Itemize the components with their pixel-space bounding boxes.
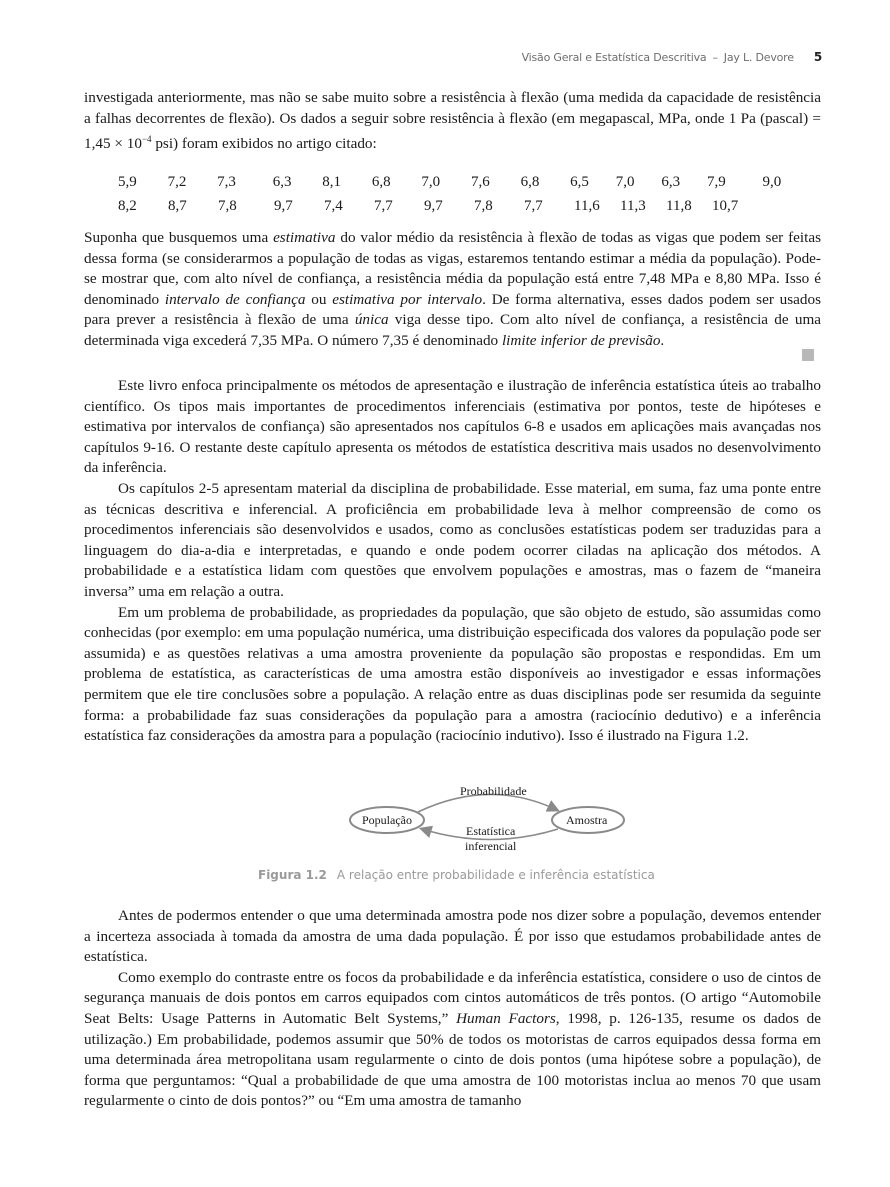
running-header <box>522 50 822 64</box>
data-value: 7,0 <box>421 173 441 190</box>
data-value: 11,8 <box>666 197 692 214</box>
data-row-2 <box>118 194 818 218</box>
data-value: 5,9 <box>118 173 137 190</box>
paragraph-example: Como exemplo do contraste entre os focos da probabilidade e da inferência estatística, considere o uso de cintos de segurança manuais de dois pontos em carros equipados com cintos automáticos de três pontos. (O artigo “Automobile Seat Belts: Usage Patterns in Automatic Belt Systems,” Human Factors, 1998, p. 126-135, resume os dados de utilização.) Em probabilidade, podemos assumir que 50% de todos os motoristas de carros equipados dessa forma em uma determinada área metropolitana usam regularmente o cinto de dois pontos (uma hipótese sobre a população), de forma que perguntamos: “Qual a probabilidade de que uma amostra de 100 motoristas inclua ao menos 70 que usam regularmente o cinto de dois pontos?” ou “Em uma amostra de tamanho <box>84 968 821 1110</box>
caption-text: A relação entre probabilidade e inferência estatística <box>336 868 655 882</box>
header-separator: – <box>712 51 718 64</box>
data-value: 7,2 <box>167 173 187 190</box>
data-value: 6,8 <box>520 173 540 190</box>
data-value: 7,3 <box>217 173 236 190</box>
figure-number: Figura 1.2 <box>258 868 327 882</box>
author-name: Jay L. Devore <box>723 51 794 64</box>
data-value: 8,2 <box>118 197 137 214</box>
data-value: 9,0 <box>762 173 782 190</box>
data-value: 7,7 <box>524 197 543 214</box>
data-value: 9,7 <box>274 197 293 214</box>
sample-label: Amostra <box>566 813 608 827</box>
data-value: 6,8 <box>371 173 391 190</box>
main-text <box>84 376 821 747</box>
data-value: 7,9 <box>706 173 726 190</box>
end-of-example-mark <box>802 349 814 361</box>
data-value: 6,5 <box>570 173 589 190</box>
data-value: 7,0 <box>615 173 635 190</box>
flexural-strength-data <box>118 170 818 218</box>
paragraph-problem: Em um problema de probabilidade, as propriedades da população, que são objeto de estudo, são assumidas como conhecidas (por exemplo: em uma população numérica, uma distribuição especificada dos valores da população pode ser assumida) e as questões relativas a uma amostra proveniente da população são propostas e respondidas. Em um problema de estatística, as características de uma amostra estão disponíveis ao investigador e essas informações permitem que ele tire conclusões sobre a população. A relação entre as duas disciplinas pode ser resumida da seguinte forma: a probabilidade faz suas considerações da população para a amostra (raciocínio dedutivo) e a inferência estatística faz considerações da amostra para a população (raciocínio indutivo). Isso é ilustrado na Figura 1.2. <box>84 603 821 745</box>
paragraph-book-focus: Este livro enfoca principalmente os métodos de apresentação e ilustração de inferência estatística úteis ao trabalho científico. Os tipos mais importantes de procedimentos inferenciais (estimativa por pontos, teste de hipóteses e estimativa por intervalos de confiança) são apresentados nos capítulos 6-8 e usados em aplicações mais avançadas nos capítulos 9-16. O restante deste capítulo apresenta os métodos de estatística descritiva mais usados no desenvolvimento da inferência. <box>84 377 821 477</box>
data-value: 11,3 <box>620 197 646 214</box>
data-value: 8,7 <box>168 197 187 214</box>
data-value: 7,4 <box>324 197 343 214</box>
data-value: 7,6 <box>471 173 490 190</box>
data-value: 9,7 <box>424 197 443 214</box>
data-value: 7,8 <box>218 197 237 214</box>
data-row-1 <box>118 170 818 194</box>
data-value: 11,6 <box>574 197 600 214</box>
figure-caption <box>258 868 655 882</box>
data-value: 6,3 <box>661 173 681 190</box>
running-title: Visão Geral e Estatística Descritiva <box>521 51 707 64</box>
page-number: 5 <box>813 50 822 64</box>
paragraph-before: Antes de podermos entender o que uma determinada amostra pode nos dizer sobre a população, devemos entender a incerteza associada à tomada da amostra de uma dada população. É por isso que estudamos probabilidade antes de estatística. <box>84 907 821 966</box>
population-label: População <box>362 813 412 827</box>
closing-text <box>84 906 821 1112</box>
paragraph-chapters: Os capítulos 2-5 apresentam material da disciplina de probabilidade. Esse material, em suma, faz uma ponte entre as técnicas descritiva e inferencial. A proficiência em probabilidade leva à melhor compreensão de como os procedimentos inferenciais são desenvolvidos e usados, como as conclusões estatísticas podem ser traduzidas para a linguagem do dia-a-dia e interpretadas, e quando e onde podem ocorrer ciladas na aplicação dos métodos. A probabilidade e a estatística lidam com questões que envolvem populações e amostras, mas o fazem de “maneira inversa” uma em relação a outra. <box>84 479 821 600</box>
probability-label: Probabilidade <box>460 784 527 798</box>
data-value: 6,3 <box>272 173 292 190</box>
data-value: 7,7 <box>374 197 393 214</box>
inference-label-line2: inferencial <box>465 839 517 853</box>
figure-1-2-diagram <box>340 780 640 860</box>
data-value: 10,7 <box>712 197 739 214</box>
intro-paragraph: investigada anteriormente, mas não se sabe muito sobre a resistência à flexão (uma medida da capacidade de resistência a falhas decorrentes de flexão). Os dados a seguir sobre resistência à flexão (em megapascal, MPa, onde 1 Pa (pascal) = $1,45 \times 10^{-4}$ psi) foram exibidos no artigo citado: <box>84 89 821 153</box>
inference-label-line1: Estatística <box>466 824 516 838</box>
data-value: 8,1 <box>322 173 342 190</box>
data-value: 7,8 <box>474 197 493 214</box>
estimate-paragraph: Suponha que busquemos uma estimativa do valor médio da resistência à flexão de todas as vigas que podem ser feitas dessa forma (se considerarmos a população de todas as vigas, estaremos tentando estimar a média da população). Pode-se mostrar que, com alto nível de confiança, a resistência média da população está entre 7,48 MPa e 8,80 MPa. Isso é denominado intervalo de confiança ou estimativa por intervalo. De forma alternativa, esses dados podem ser usados para prever a resistência à flexão de uma única viga desse tipo. Com alto nível de confiança, a resistência de uma determinada viga excederá 7,35 MPa. O número 7,35 é denominado limite inferior de previsão. <box>84 229 822 349</box>
